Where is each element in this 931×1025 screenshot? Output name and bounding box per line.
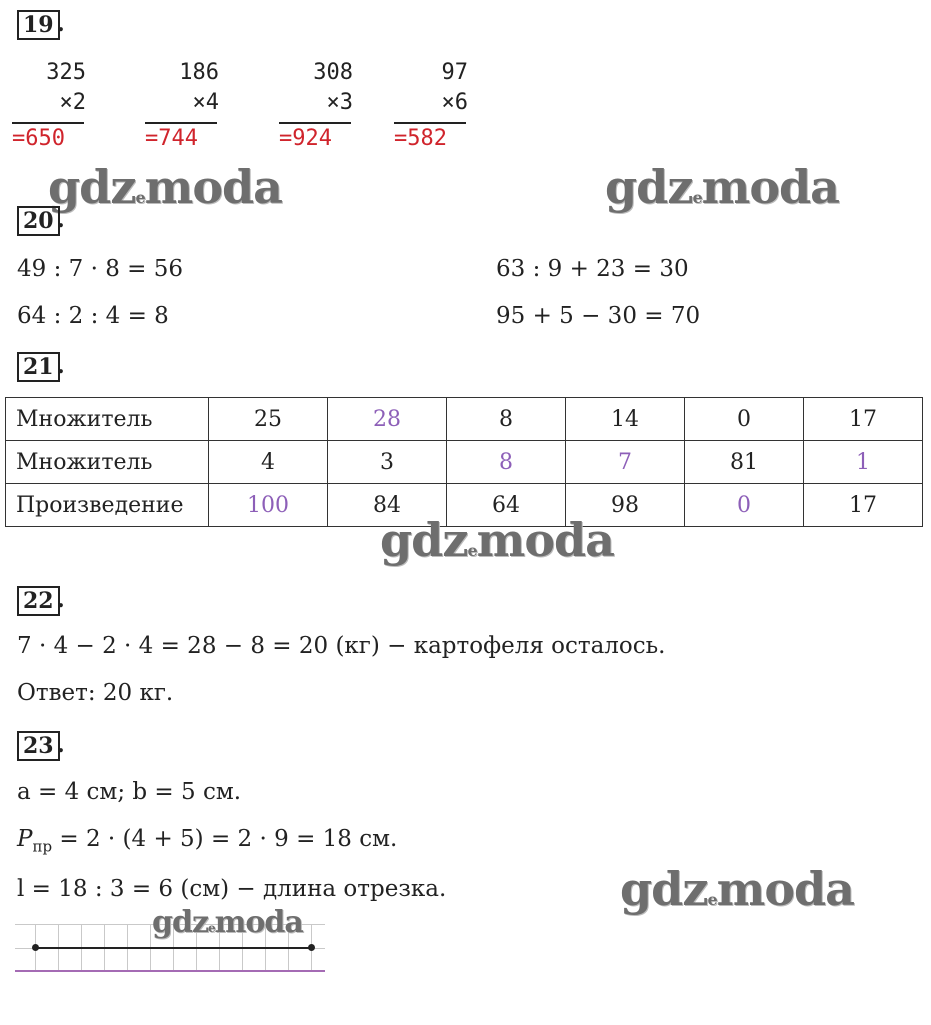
table-row — [6, 441, 923, 484]
problem-20-dot: . — [57, 207, 65, 233]
equation: 64 : 2 : 4 = 8 — [17, 303, 169, 329]
multiplicand: 186 — [179, 60, 219, 85]
answer-line: Ответ: 20 кг. — [17, 680, 174, 706]
table-cell: 25 — [209, 398, 328, 441]
row-header: Произведение — [6, 484, 209, 527]
watermark: gdzemoda — [380, 513, 614, 567]
table-cell: 17 — [804, 398, 923, 441]
multiplicand: 325 — [46, 60, 86, 85]
table-cell: 14 — [566, 398, 685, 441]
multiplier: ×2 — [59, 90, 86, 115]
watermark: gdzemoda — [48, 160, 282, 214]
problem-23-dot: . — [57, 732, 65, 758]
segment — [35, 947, 311, 949]
margin-line — [15, 970, 325, 972]
table-cell: 3 — [328, 441, 447, 484]
multiplication-3 — [279, 58, 353, 154]
problem-21-dot: . — [57, 353, 65, 379]
table-cell-filled: 7 — [566, 441, 685, 484]
problem-21-number: 21 — [17, 352, 60, 382]
table-cell: 4 — [209, 441, 328, 484]
table-cell: 81 — [685, 441, 804, 484]
problem-22-number: 22 — [17, 586, 60, 616]
row-header: Множитель — [6, 398, 209, 441]
watermark: gdzemoda — [152, 905, 303, 940]
solution-line: 7 · 4 − 2 · 4 = 28 − 8 = 20 (кг) − картофеля осталось. — [17, 633, 666, 659]
table-cell-filled: 0 — [685, 484, 804, 527]
product-result: =924 — [279, 126, 332, 151]
table-cell: 17 — [804, 484, 923, 527]
segment-endpoint — [308, 944, 315, 951]
multiplicand: 308 — [313, 60, 353, 85]
multiplier: ×4 — [192, 90, 219, 115]
segment-endpoint — [32, 944, 39, 951]
problem-19-dot: . — [57, 11, 65, 37]
table-cell: 98 — [566, 484, 685, 527]
table-cell: 64 — [447, 484, 566, 527]
watermark: gdzemoda — [620, 862, 854, 916]
multiplication-2 — [145, 58, 219, 154]
table-cell-filled: 1 — [804, 441, 923, 484]
problem-19-number: 19 — [17, 10, 60, 40]
equation: 95 + 5 − 30 = 70 — [496, 303, 701, 329]
table-cell: 84 — [328, 484, 447, 527]
problem-23-number: 23 — [17, 731, 60, 761]
perimeter-subscript: пр — [32, 837, 53, 856]
multiplication-1 — [12, 58, 86, 154]
watermark: gdzemoda — [605, 160, 839, 214]
multiplicand: 97 — [441, 60, 468, 85]
multiplier: ×3 — [326, 90, 353, 115]
product-result: =650 — [12, 126, 65, 151]
table-cell: 8 — [447, 398, 566, 441]
row-header: Множитель — [6, 441, 209, 484]
table-cell: 0 — [685, 398, 804, 441]
given-line: a = 4 см; b = 5 см. — [17, 779, 242, 805]
multiplication-table — [5, 397, 923, 527]
problem-22-dot: . — [57, 587, 65, 613]
product-result: =582 — [394, 126, 447, 151]
perimeter-expression: = 2 · (4 + 5) = 2 · 9 = 18 см. — [52, 826, 398, 852]
product-result: =744 — [145, 126, 198, 151]
segment-line: l = 18 : 3 = 6 (см) − длина отрезка. — [17, 876, 447, 902]
table-cell-filled: 8 — [447, 441, 566, 484]
equation: 49 : 7 · 8 = 56 — [17, 256, 183, 282]
table-row — [6, 398, 923, 441]
equation: 63 : 9 + 23 = 30 — [496, 256, 689, 282]
perimeter-symbol: P — [17, 826, 33, 852]
multiplication-4 — [394, 58, 468, 154]
multiplier: ×6 — [441, 90, 468, 115]
perimeter-line — [17, 824, 397, 862]
problem-20-number: 20 — [17, 206, 60, 236]
table-cell-filled: 28 — [328, 398, 447, 441]
table-cell-filled: 100 — [209, 484, 328, 527]
